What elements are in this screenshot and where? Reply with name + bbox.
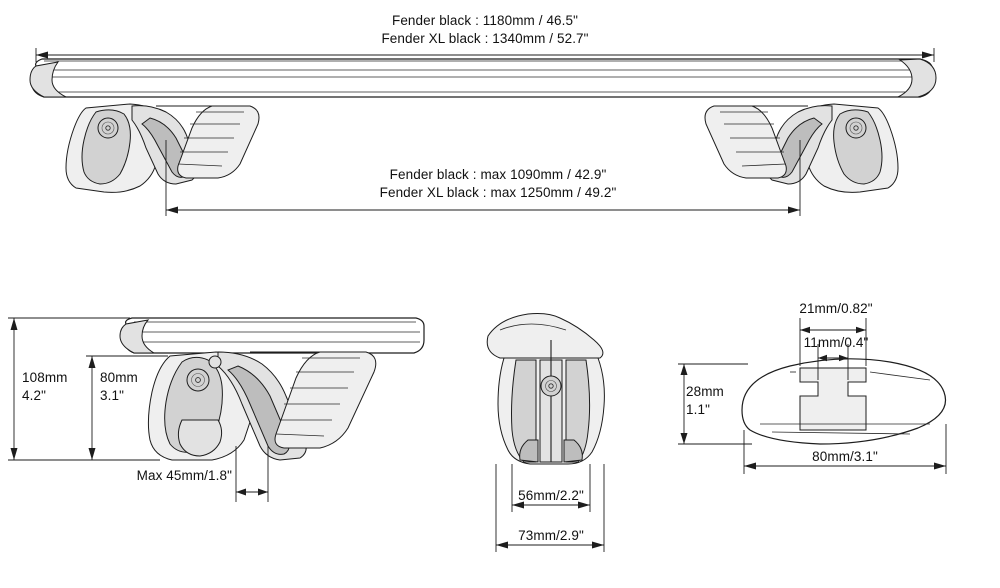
foot-height-inches: 3.1" [100,388,124,403]
foot-spread-line2: Fender XL black : max 1250mm / 49.2" [379,185,617,200]
top-view-left-foot [66,104,259,192]
section-height-label [686,383,724,419]
top-view-right-foot [705,104,898,192]
overall-length-line2: Fender XL black : 1340mm / 52.7" [381,31,589,46]
top-view-bar [30,59,936,97]
front-view-assembly [487,314,604,465]
foot-spread-line1: Fender black : max 1090mm / 42.9" [389,167,607,182]
foot-height-label [100,369,138,405]
total-height-value: 108mm [22,370,68,385]
dimension-foot-depth [236,446,268,502]
cross-section-profile [742,359,946,444]
foot-spread-label [380,166,617,202]
slot-inner-label: 11mm/0.4" [803,335,869,350]
section-height-inches: 1.1" [686,402,710,417]
foot-height-value: 80mm [100,370,138,385]
side-view-assembly [120,318,424,460]
overall-length-label [381,12,588,48]
foot-depth-label: Max 45mm/1.8" [136,468,232,483]
section-width-label: 80mm/3.1" [812,449,878,464]
front-outer-width-label: 73mm/2.9" [518,528,584,543]
total-height-label [22,369,68,405]
front-inner-width-label: 56mm/2.2" [518,488,584,503]
section-height-value: 28mm [686,384,724,399]
overall-length-line1: Fender black : 1180mm / 46.5" [391,13,579,28]
total-height-inches: 4.2" [22,388,46,403]
slot-outer-label: 21mm/0.82" [799,301,873,316]
